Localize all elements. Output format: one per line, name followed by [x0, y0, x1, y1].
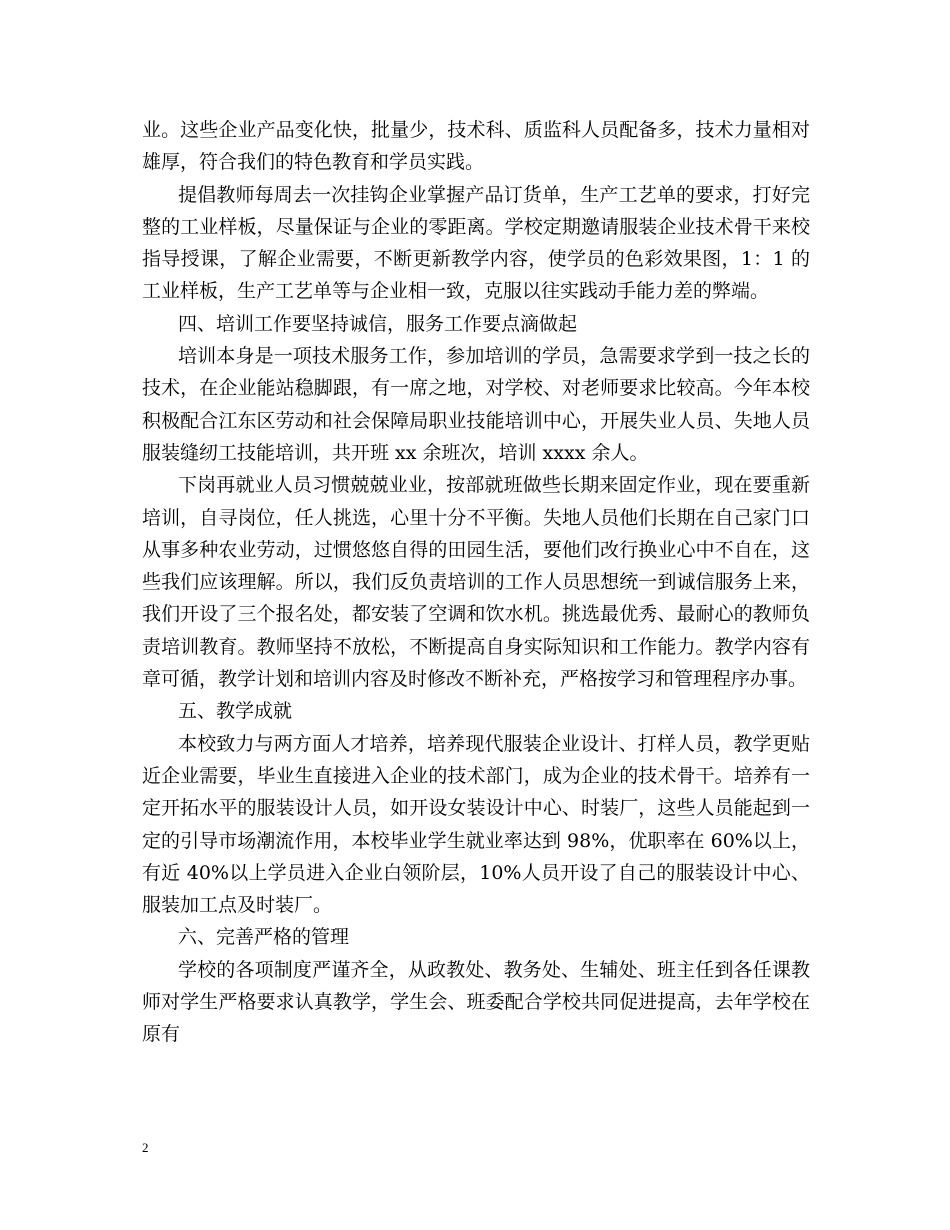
section-heading-6: 六、完善严格的管理: [178, 926, 350, 949]
paragraph-reemployment: 下岗再就业人员习惯兢兢业业，按部就班做些长期来固定作业，现在要重新培训，自寻岗位，任人挑选，心里十分不平衡。失地人员他们长期在自己家门口从事多种农业劳动，过惯悠悠自得的田园生活，要他们改行换业心中不自在，这些我们应该理解。所以，我们反负责培训的工作人员思想统一到诚信服务上来，我们开设了三个报名处，都安装了空调和饮水机。挑选最优秀、最耐心的教师负责培训教育。教师坚持不放松，不断提高自身实际知识和工作能力。教学内容有章可循，教学计划和培训内容及时修改不断补充，严格按学习和管理程序办事。: [142, 474, 810, 691]
document-body: [142, 114, 810, 1051]
paragraph-teacher-practice: 提倡教师每周去一次挂钩企业掌握产品订货单，生产工艺单的要求，打好完整的工业样板，尽量保证与企业的零距离。学校定期邀请服装企业技术骨干来校指导授课，了解企业需要，不断更新教学内容，使学员的色彩效果图，1：1 的工业样板，生产工艺单等与企业相一致，克服以往实践动手能力差的弊端。: [142, 183, 810, 303]
paragraph-training-service: 培训本身是一项技术服务工作，参加培训的学员，急需要求学到一技之长的技术，在企业能站稳脚跟，有一席之地，对学校、对老师要求比较高。今年本校积极配合江东区劳动和社会保障局职业技能培训中心，开展失业人员、失地人员服装缝纫工技能培训，共开班 xx 余班次，培训 xxxx 余人。: [142, 345, 810, 464]
section-heading-4: 四、培训工作要坚持诚信，服务工作要点滴做起: [178, 312, 578, 335]
paragraph-continuation: 业。这些企业产品变化快，批量少，技术科、质监科人员配备多，技术力量相对雄厚，符合我们的特色教育和学员实践。: [142, 119, 810, 174]
page-number: 2: [142, 1140, 149, 1155]
paragraph-teaching-achievements: 本校致力与两方面人才培养，培养现代服装企业设计、打样人员，教学更贴近企业需要，毕业生直接进入企业的技术部门，成为企业的技术骨干。培养有一定开拓水平的服装设计人员，如开设女装设计中心、时装厂，这些人员能起到一定的引导市场潮流作用，本校毕业学生就业率达到 98%，优职率在 60%以上，有近 40%以上学员进入企业白领阶层，10%人员开设了自己的服装设计中心、服装加工点及时装厂。: [142, 732, 810, 917]
paragraph-management: 学校的各项制度严谨齐全，从政教处、教务处、生辅处、班主任到各任课教师对学生严格要求认真教学，学生会、班委配合学校共同促进提高，去年学校在原有: [142, 958, 810, 1046]
section-heading-5: 五、教学成就: [178, 700, 293, 723]
